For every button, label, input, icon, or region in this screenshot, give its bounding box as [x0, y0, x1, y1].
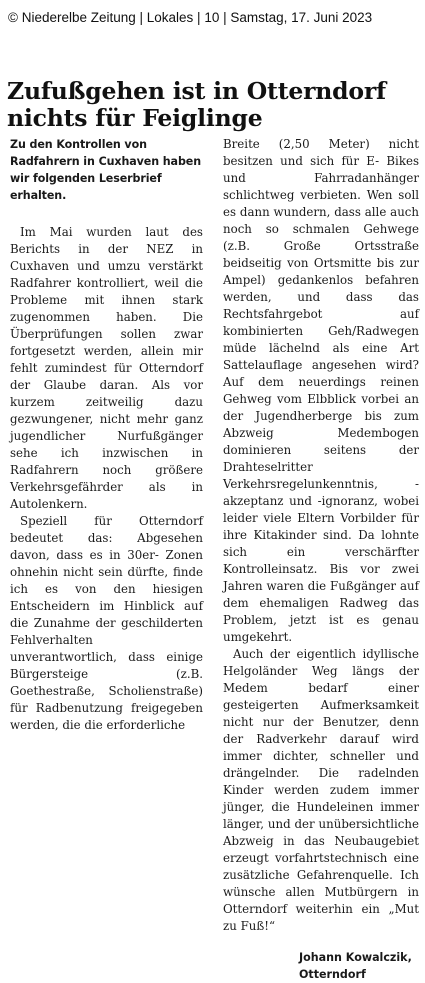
text-column-right — [223, 136, 419, 983]
body-paragraph-1: Im Mai wurden laut des Berichts in der NEZ in Cuxhaven und umzu verstärkt Radfahrer kontrolliert, weil die Probleme mit ihnen stark zugenommen haben. Die Überprüfungen sollen zwar fortgesetzt werden, allein mir fehlt zumindest für Otterndorf der Glaube daran. Als vor kurzem zeitweilig dazu gezwungener, nicht mehr ganz jugendlicher Nurfußgänger sehe ich inzwischen in Radfahrern noch größere Verkehrsgefährder als in Autolenkern. — [10, 225, 203, 511]
author-signature — [223, 949, 419, 983]
body-paragraph-2-part: Speziell für Otterndorf bedeutet das: Abgesehen davon, dass es in 30er- Zonen ohnehin nicht sein dürfte, finde ich es von den hiesigen Entscheidern im Hinblick auf die Zunahme der geschilderten Fehlverhalten unverantwortlich, dass einige Bürgersteige (z.B. Goethestraße, Scholienstraße) für Radbenutzung freigegeben werden, die die erforderliche — [10, 514, 203, 732]
lead-text: Zu den Kontrollen von Radfahrern in Cuxhaven haben wir folgenden Leserbrief erhalten. — [10, 138, 202, 202]
headline: Zufußgehen ist in Otterndorf nichts für Feiglinge — [7, 77, 386, 132]
body-paragraph-2 — [10, 513, 203, 734]
body-paragraph-3: Auch der eigentlich idyllische Helgoländer Weg längs der Medem bedarf einer gesteigerten Aufmerksamkeit nicht nur der Benutzer, denn der Radverkehr darauf wird immer dichter, schneller und drängelnder. Die radelnden Kinder werden zudem immer jünger, die Hundeleinen immer länger, und der unübersichtliche Abzweig in das Neubaugebiet erzeugt vorfahrtstechnisch eine zusätzliche Gefahrenquelle. Ich wünsche allen Mutbürgern in Otterndorf weiterhin ein „Mut zu Fuß!“ — [223, 647, 419, 933]
masthead: © Niederelbe Zeitung | Lokales | 10 | Samstag, 17. Juni 2023 — [8, 10, 373, 25]
body-paragraph-2-continued: Breite (2,50 Meter) nicht besitzen und sich für E- Bikes und Fahrradanhänger schlichtweg verbieten. Wen soll es dann wundern, dass alle auch noch so schmalen Gehwege (z.B. Große Ortsstraße beidseitig von Ortsmitte bis zur Ampel) gedankenlos befahren werden, und dass das Rechtsfahrgebot auf kombinierten Geh/Radwegen müde lächelnd als eine Art Sattelauflage angesehen wird? Auf dem neuerdings reinen Gehweg vom Elbblick vorbei an der Jugendherberge bis zum Abzweig Medembogen dominieren seitens der Drahteselritter Verkehrsregelunkenntnis, -akzeptanz und -ignoranz, wobei leider viele Eltern Vorbilder für ihre Kitakinder sind. Da lohnte sich ein verschärfter Kontrolleinsatz. Bis vor zwei Jahren waren die Fußgänger auf dem ehemaligen Radweg das Problem, jetzt ist es genau umgekehrt. — [223, 137, 419, 644]
author-name: Johann Kowalczik, — [299, 951, 412, 964]
author-place: Otterndorf — [299, 968, 366, 981]
text-column-left — [10, 136, 203, 734]
